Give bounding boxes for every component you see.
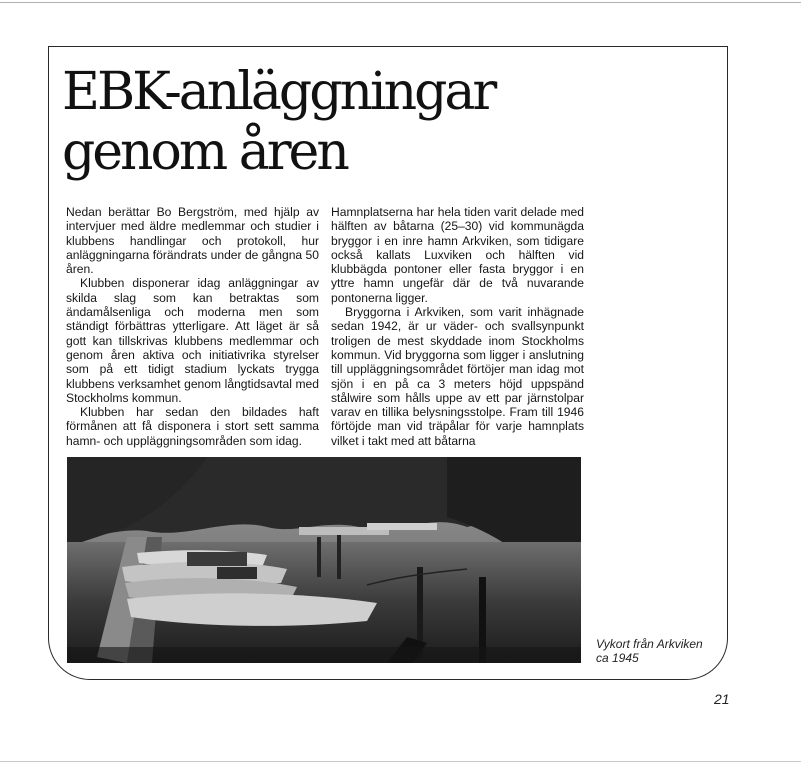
paragraph: Klubben har sedan den bildades haft förmånen att få disponera i stort sett samma hamn- och uppläggningsområden som idag. xyxy=(66,405,319,448)
page-number: 21 xyxy=(714,691,730,707)
paragraph: Hamnplatserna har hela tiden varit delade med hälften av båtarna (25–30) vid kommunägda bryggor i en inre hamn Arkviken, som tidigare också kallats Luxviken och hälften vid klubbägda pontoner eller fasta bryggor i en yttre hamn ungefär där de två nuvarande pontonerna ligger. xyxy=(331,205,584,305)
paragraph: Klubben disponerar idag anläggningar av skilda slag som kan betraktas som ändamålsenliga och moderna men som ständigt förbättras ytterligare. Att läget är så gott kan tillskrivas klubbens medlemmar och genom åren aktiva och initiativrika styrelser som på ett tidigt stadium lyckats trygga klubbens verksamhet genom långtidsavtal med Stockholms kommun. xyxy=(66,276,319,405)
caption-line-1: Vykort från Arkviken xyxy=(596,637,703,651)
harbor-photo-illustration xyxy=(67,457,581,663)
harbor-photo xyxy=(67,457,581,663)
top-edge-rule xyxy=(0,2,801,3)
article-title xyxy=(62,62,494,182)
paragraph: Bryggorna i Arkviken, som varit inhägnade sedan 1942, är ur väder- och svallsynpunkt troligen de mest skyddade inom Stockholms kommun. Vid bryggorna som ligger i anslutning till uppläggningsområdet förtöjer man idag mot sjön i en på ca 3 meters höjd uppspänd stålwire som hålls uppe av ett par järnstolpar varav en tillika belysningsstolpe. Fram till 1946 förtöjde man vid träpålar för varje hamnplats vilket i takt med att båtarna xyxy=(331,305,584,448)
left-text-column xyxy=(66,205,319,448)
right-text-column xyxy=(331,205,584,448)
paragraph: Nedan berättar Bo Bergström, med hjälp av intervjuer med äldre medlemmar och studier i klubbens handlingar och protokoll, hur anläggningarna förändrats under de gångna 50 åren. xyxy=(66,205,319,277)
caption-line-2: ca 1945 xyxy=(596,651,639,665)
title-line-2: genom åren xyxy=(62,122,347,182)
bottom-edge-rule xyxy=(0,761,801,762)
photo-caption xyxy=(596,637,703,665)
title-line-1: EBK-anläggningar xyxy=(62,62,495,122)
